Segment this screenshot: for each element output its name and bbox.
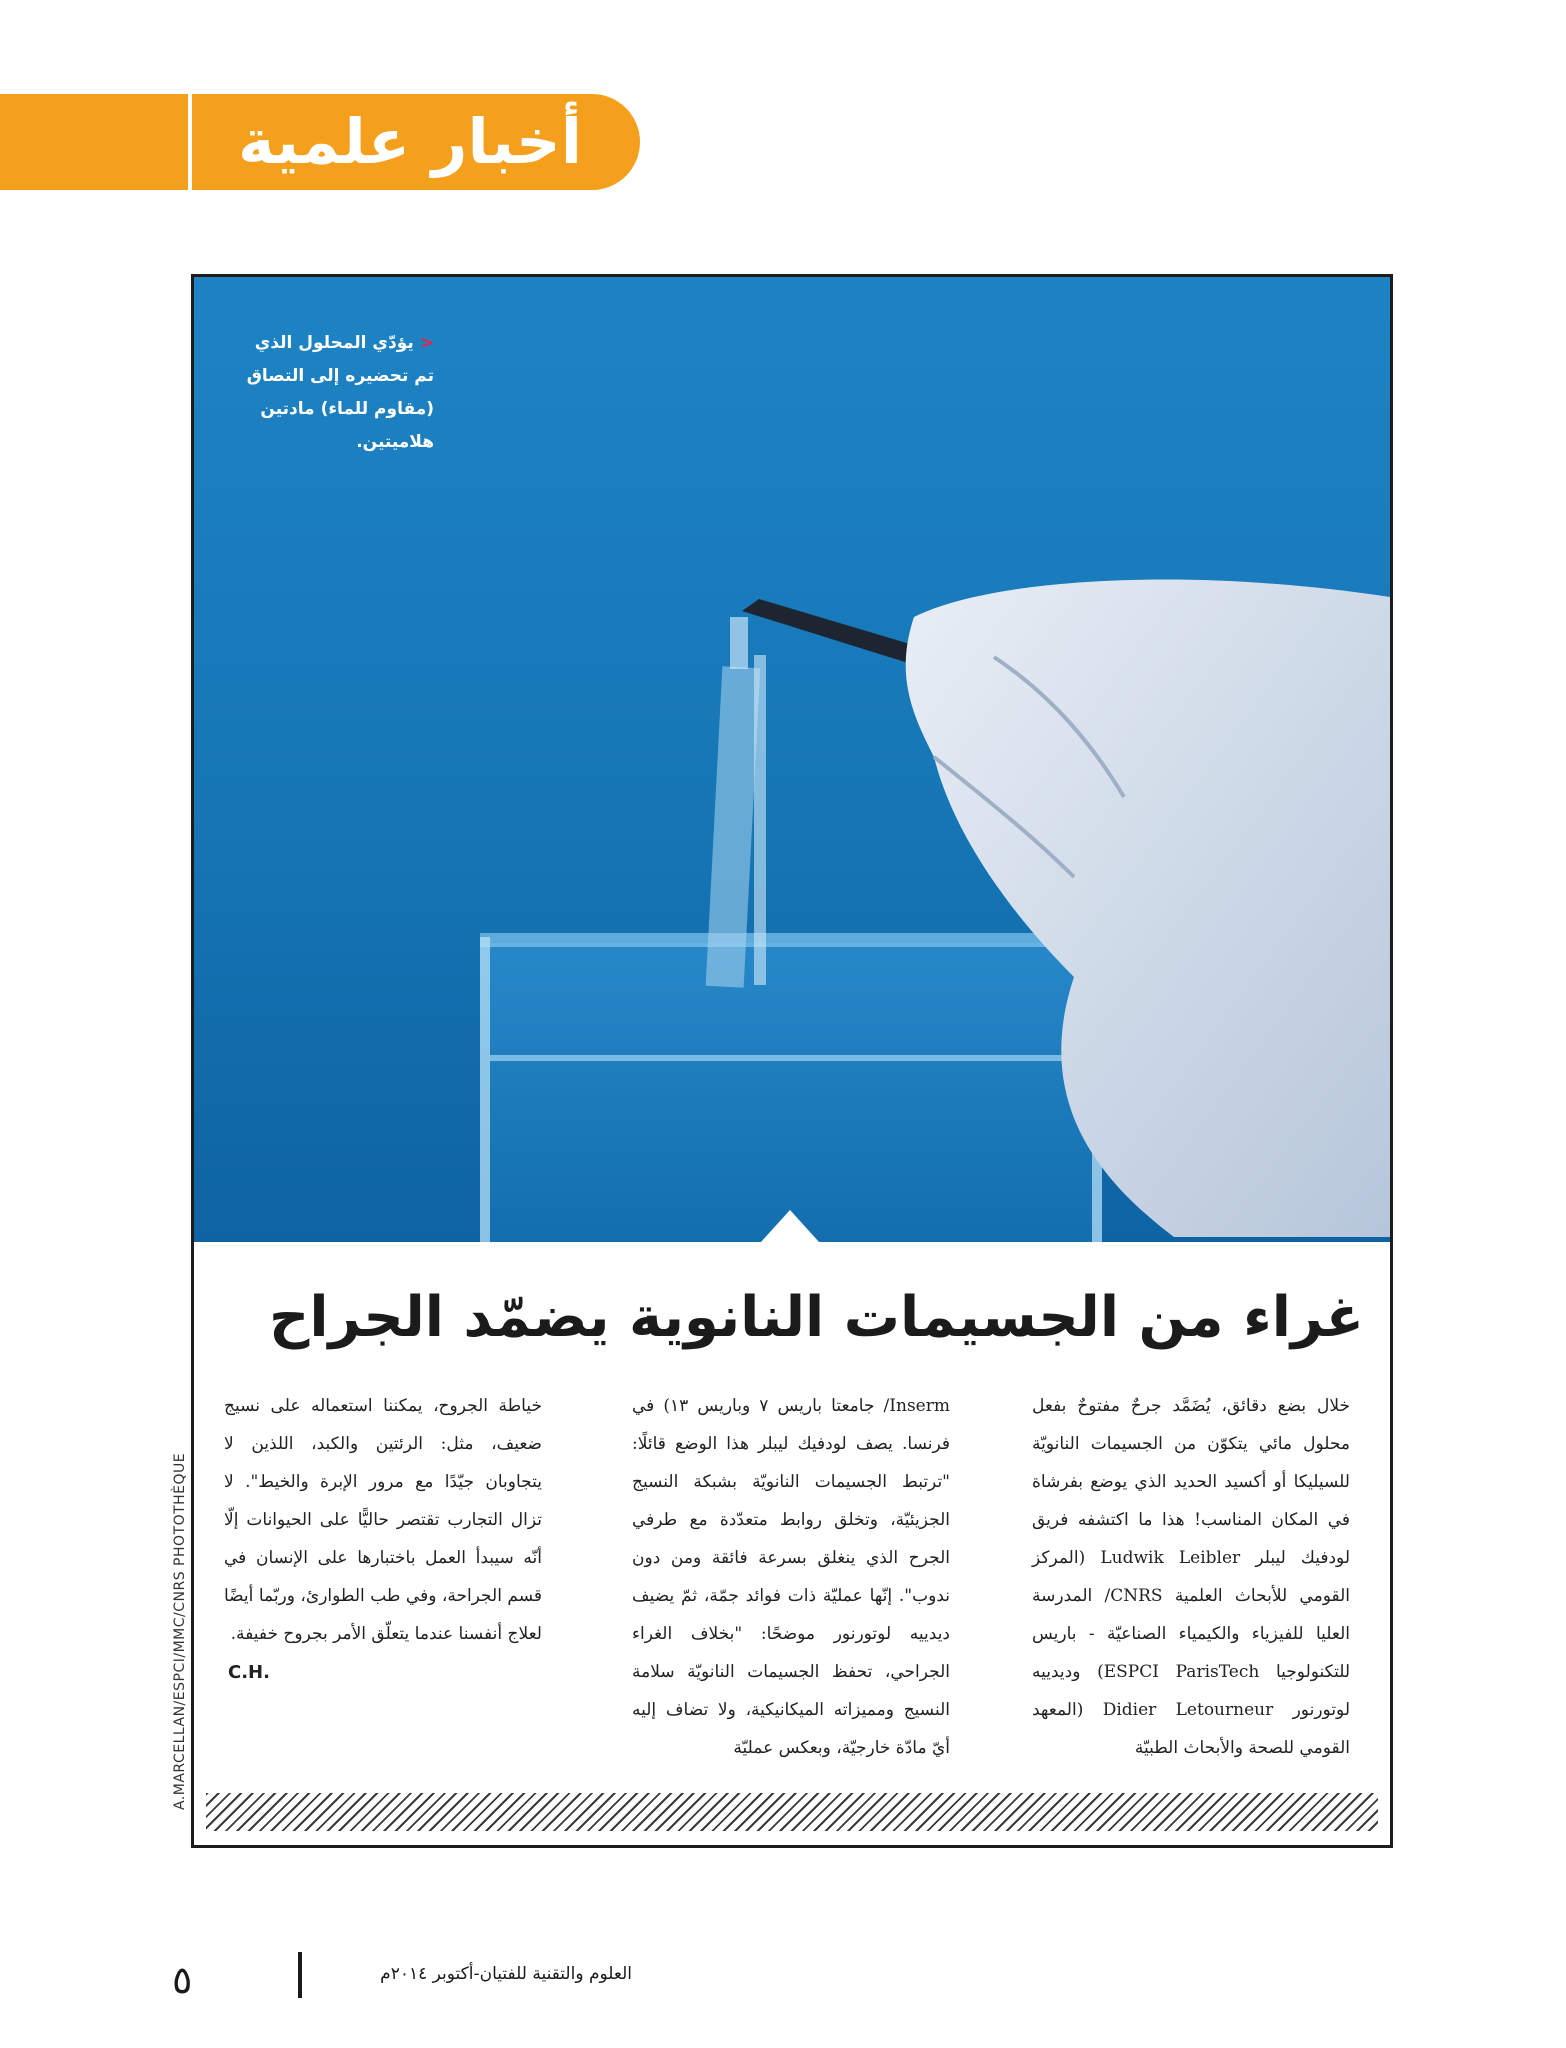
section-header-divider [188,94,192,190]
publication-footer: العلوم والتقنية للفتيان-أكتوبر ٢٠١٤م [380,1964,632,1984]
article-headline: غراء من الجسيمات النانوية يضمّد الجراح [268,1285,1364,1350]
article-column-1 [1032,1387,1350,1767]
photo-caption [238,327,434,459]
author-initials: C.H. [228,1662,270,1683]
article-text-3: خياطة الجروح، يمكننا استعماله على نسيج ضعيف، مثل: الرئتين والكبد، اللذين لا يتجاوبان جيّدًا مع مرور الإبرة والخيط". لا تزال التجارب تقتصر حاليًّا على الحيوانات إلّا أنّه سيبدأ العمل باختبارها على الإنسان في قسم الجراحة، وفي طب الطوارئ، وربّما أيضًا لعلاج أنفسنا عندما يتعلّق الأمر بجروح خفيفة. [224,1396,542,1644]
photo-credit: A.MARCELLAN/ESPCI/MMC/CNRS PHOTOTHÈQUE [172,1452,188,1810]
footer-divider [298,1952,302,1998]
article-column-3 [224,1387,542,1653]
page-number: ٥ [172,1958,193,2002]
caption-arrow-icon: < [419,333,434,353]
article-frame [191,274,1393,1848]
section-title: أخبار علمية [238,105,582,178]
decorative-hatch-strip [206,1793,1378,1831]
article-text-2: Inserm/ جامعتا باريس ٧ وباريس ١٣) في فرنسا. يصف لودفيك ليبلر هذا الوضع قائلًا: "ترتبط الجسيمات النانويّة بشبكة النسيج الجزيئيّة، وتخلق روابط متعدّدة مع طرفي الجرح الذي ينغلق بسرعة فائقة ومن دون ندوب". إنّها عمليّة ذات فوائد جمّة، ثمّ يضيف ديدييه لوتورنور موضحًا: "بخلاف الغراء الجراحي، تحفظ الجسيمات النانويّة سلامة النسيج ومميزاته الميكانيكية، ولا تضاف إليه أيّ مادّة خارجيّة، وبعكس عمليّة [632,1396,950,1758]
article-column-2 [632,1387,950,1767]
article-text-1: خلال بضع دقائق، يُضَمَّد جرحٌ مفتوحٌ بفعل محلول مائي يتكوّن من الجسيمات النانويّة للسيليكا أو أكسيد الحديد الذي يوضع بفرشاة في المكان المناسب! هذا ما اكتشفه فريق لودفيك ليبلر Ludwik Leibler (المركز القومي للأبحاث العلمية CNRS/ المدرسة العليا للفيزياء والكيمياء الصناعيّة - باريس للتكنولوجيا ESPCI ParisTech) وديدييه لوتورنور Didier Letourneur (المعهد القومي للصحة والأبحاث الطبيّة [1032,1396,1351,1758]
photo-caption-text: يؤدّي المحلول الذي تم تحضيره إلى التصاق (مقاوم للماء) مادتين هلاميتين. [246,333,434,452]
article-photo [194,277,1390,1242]
